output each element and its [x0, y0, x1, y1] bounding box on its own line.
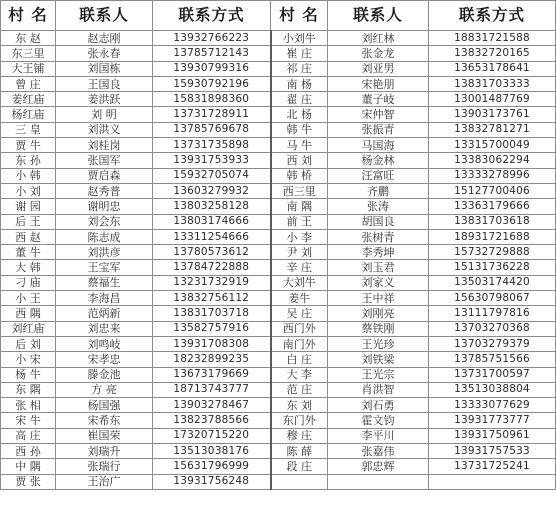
village-cell-right: 南门外	[271, 336, 328, 351]
table-row	[1, 168, 556, 183]
contact-cell-right: 张涛	[328, 199, 429, 214]
table-row	[1, 336, 556, 351]
contact-cell-left: 宋孝忠	[56, 352, 153, 367]
table-row	[1, 61, 556, 76]
table-row	[1, 306, 556, 321]
table-row	[1, 321, 556, 336]
village-cell-right	[271, 474, 328, 489]
header-contact-left: 联系人	[56, 1, 153, 31]
village-cell-left: 小 宋	[1, 352, 56, 367]
village-cell-left: 宋 牛	[1, 413, 56, 428]
village-cell-right: 穆 庄	[271, 428, 328, 443]
village-cell-right: 段 庄	[271, 459, 328, 474]
phone-cell-left: 13785769678	[153, 122, 271, 137]
contact-cell-right: 刘玉君	[328, 260, 429, 275]
phone-cell-right: 13315700049	[429, 138, 556, 153]
contact-cell-left: 刘洪义	[56, 122, 153, 137]
phone-cell-left: 13930799316	[153, 61, 271, 76]
contact-cell-left: 张瑞行	[56, 459, 153, 474]
contact-cell-left: 滕金池	[56, 367, 153, 382]
phone-cell-left: 13932766223	[153, 31, 271, 46]
phone-cell-left: 13931708308	[153, 336, 271, 351]
village-cell-left: 三 皇	[1, 122, 56, 137]
table-row	[1, 76, 556, 91]
phone-cell-left: 13780573612	[153, 245, 271, 260]
contact-cell-left: 刘国栋	[56, 61, 153, 76]
phone-cell-right: 13703279379	[429, 336, 556, 351]
header-phone-left: 联系方式	[153, 1, 271, 31]
village-cell-left: 东 赵	[1, 31, 56, 46]
table-row	[1, 413, 556, 428]
contact-cell-right: 王光宗	[328, 367, 429, 382]
phone-cell-right: 13333077629	[429, 398, 556, 413]
village-cell-left: 东 隅	[1, 382, 56, 397]
contact-cell-left: 刘会东	[56, 214, 153, 229]
phone-cell-right: 13785751566	[429, 352, 556, 367]
phone-cell-right: 13831703333	[429, 76, 556, 91]
contact-cell-right: 刘家义	[328, 275, 429, 290]
table-row	[1, 214, 556, 229]
contact-cell-right: 李秀坤	[328, 245, 429, 260]
village-cell-left: 后 刘	[1, 336, 56, 351]
table-row	[1, 245, 556, 260]
phone-cell-left: 13231732919	[153, 275, 271, 290]
table-row	[1, 183, 556, 198]
contact-cell-right: 汪富旺	[328, 168, 429, 183]
phone-cell-right: 13703270368	[429, 321, 556, 336]
contact-cell-left: 贾启森	[56, 168, 153, 183]
village-cell-left: 小 王	[1, 291, 56, 306]
village-cell-right: 小 李	[271, 229, 328, 244]
contact-cell-left: 王治广	[56, 474, 153, 489]
village-cell-left: 东三里	[1, 46, 56, 61]
contact-cell-right: 张树青	[328, 229, 429, 244]
phone-cell-right: 13001487769	[429, 92, 556, 107]
phone-cell-left: 15631796999	[153, 459, 271, 474]
table-row	[1, 92, 556, 107]
village-cell-right: 北 杨	[271, 107, 328, 122]
phone-cell-right: 13513038804	[429, 382, 556, 397]
contact-cell-right: 肖洪智	[328, 382, 429, 397]
village-cell-right: 范 庄	[271, 382, 328, 397]
phone-cell-left: 13803258128	[153, 199, 271, 214]
contact-cell-right: 马国海	[328, 138, 429, 153]
contact-cell-left: 刘瑞升	[56, 444, 153, 459]
village-cell-right: 东门外	[271, 413, 328, 428]
table-row	[1, 474, 556, 489]
phone-cell-left: 18232899235	[153, 352, 271, 367]
contact-cell-left: 崔国荣	[56, 428, 153, 443]
village-cell-left: 董 牛	[1, 245, 56, 260]
contact-cell-left: 王宝军	[56, 260, 153, 275]
village-cell-right: 西门外	[271, 321, 328, 336]
phone-cell-right: 18831721588	[429, 31, 556, 46]
contact-cell-left: 李海昌	[56, 291, 153, 306]
contact-cell-right: 齐鹏	[328, 183, 429, 198]
contact-cell-left: 蔡福生	[56, 275, 153, 290]
phone-cell-left: 13931753933	[153, 153, 271, 168]
contact-cell-right: 王光珍	[328, 336, 429, 351]
contact-cell-left: 刘桂岗	[56, 138, 153, 153]
phone-cell-left: 13731728911	[153, 107, 271, 122]
phone-cell-right: 15732729888	[429, 245, 556, 260]
village-cell-right: 辛 庄	[271, 260, 328, 275]
village-cell-left: 贾 牛	[1, 138, 56, 153]
village-cell-left: 谢 园	[1, 199, 56, 214]
contact-cell-left: 刘鸣岐	[56, 336, 153, 351]
contact-cell-left: 刘忠来	[56, 321, 153, 336]
contact-cell-right: 霍文钧	[328, 413, 429, 428]
village-cell-right: 大刘牛	[271, 275, 328, 290]
contact-cell-right: 李平川	[328, 428, 429, 443]
phone-cell-right: 13503174420	[429, 275, 556, 290]
contact-cell-right: 杨金林	[328, 153, 429, 168]
phone-cell-right: 15131736228	[429, 260, 556, 275]
table-row	[1, 398, 556, 413]
village-cell-left: 张 相	[1, 398, 56, 413]
table-row	[1, 444, 556, 459]
table-row	[1, 107, 556, 122]
contact-cell-right: 宋仲智	[328, 107, 429, 122]
phone-cell-right: 13903173761	[429, 107, 556, 122]
phone-cell-left: 13603279932	[153, 183, 271, 198]
contact-cell-right: 张嘉伟	[328, 444, 429, 459]
village-cell-right: 前 王	[271, 214, 328, 229]
table-row	[1, 138, 556, 153]
phone-cell-left: 13311254666	[153, 229, 271, 244]
contact-cell-right: 刘刚亮	[328, 306, 429, 321]
phone-cell-left: 13831703718	[153, 306, 271, 321]
village-cell-right: 祁 庄	[271, 61, 328, 76]
contact-cell-left: 刘 明	[56, 107, 153, 122]
table-row	[1, 199, 556, 214]
phone-cell-left: 18713743777	[153, 382, 271, 397]
village-cell-left: 刘红庙	[1, 321, 56, 336]
village-cell-right: 姜牛	[271, 291, 328, 306]
table-row	[1, 46, 556, 61]
table-row	[1, 459, 556, 474]
contact-cell-left: 赵志刚	[56, 31, 153, 46]
contact-cell-left: 方 亮	[56, 382, 153, 397]
village-cell-left: 大 韩	[1, 260, 56, 275]
header-row	[1, 1, 556, 31]
contact-cell-right: 郭忠辉	[328, 459, 429, 474]
contact-cell-right: 刘亚男	[328, 61, 429, 76]
table-row	[1, 260, 556, 275]
village-cell-left: 刁 庙	[1, 275, 56, 290]
phone-cell-left: 13785712143	[153, 46, 271, 61]
phone-cell-left: 13823788566	[153, 413, 271, 428]
village-cell-right: 白 庄	[271, 352, 328, 367]
contact-cell-left: 姜洪跃	[56, 92, 153, 107]
contact-cell-right: 胡国良	[328, 214, 429, 229]
contact-cell-right: 张振青	[328, 122, 429, 137]
contact-cell-right: 刘红林	[328, 31, 429, 46]
phone-cell-left: 13731735898	[153, 138, 271, 153]
contact-cell-left: 张永春	[56, 46, 153, 61]
phone-cell-right: 13333278996	[429, 168, 556, 183]
village-cell-left: 中 隅	[1, 459, 56, 474]
contact-cell-right: 董子岐	[328, 92, 429, 107]
village-cell-left: 杨红庙	[1, 107, 56, 122]
table-row	[1, 352, 556, 367]
contact-cell-left: 谢明忠	[56, 199, 153, 214]
table-row	[1, 153, 556, 168]
contact-cell-left: 赵秀普	[56, 183, 153, 198]
village-cell-left: 东 孙	[1, 153, 56, 168]
contact-cell-left: 宋希东	[56, 413, 153, 428]
phone-cell-right: 13931750961	[429, 428, 556, 443]
village-cell-right: 韩 牛	[271, 122, 328, 137]
village-cell-left: 杨 牛	[1, 367, 56, 382]
header-village-right: 村 名	[271, 1, 328, 31]
village-cell-right: 马 牛	[271, 138, 328, 153]
table-row	[1, 367, 556, 382]
phone-cell-right: 13731700597	[429, 367, 556, 382]
phone-cell-right: 13832720165	[429, 46, 556, 61]
village-cell-right: 吴 庄	[271, 306, 328, 321]
phone-cell-left: 15932705074	[153, 168, 271, 183]
phone-cell-right: 13111797816	[429, 306, 556, 321]
contact-cell-left: 杨国强	[56, 398, 153, 413]
contact-cell-left: 陈志成	[56, 229, 153, 244]
village-cell-right: 韩 桥	[271, 168, 328, 183]
village-cell-left: 西 赵	[1, 229, 56, 244]
table-row	[1, 428, 556, 443]
contact-cell-right: 王中祥	[328, 291, 429, 306]
phone-cell-right: 15630798067	[429, 291, 556, 306]
village-cell-left: 西 隅	[1, 306, 56, 321]
phone-cell-left: 13513038176	[153, 444, 271, 459]
header-village-left: 村 名	[1, 1, 56, 31]
phone-cell-left: 15930792196	[153, 76, 271, 91]
village-cell-right: 小刘牛	[271, 31, 328, 46]
phone-cell-right: 13931757533	[429, 444, 556, 459]
phone-cell-left: 13931756248	[153, 474, 271, 489]
table-row	[1, 229, 556, 244]
phone-cell-left: 17320715220	[153, 428, 271, 443]
village-cell-right: 西三里	[271, 183, 328, 198]
village-cell-right: 大 李	[271, 367, 328, 382]
village-cell-left: 姜红庙	[1, 92, 56, 107]
phone-cell-right: 13831703618	[429, 214, 556, 229]
contact-cell-right: 宋艳朋	[328, 76, 429, 91]
village-cell-left: 高 庄	[1, 428, 56, 443]
village-cell-left: 小 刘	[1, 183, 56, 198]
village-cell-left: 曾 庄	[1, 76, 56, 91]
phone-cell-right: 13731725241	[429, 459, 556, 474]
phone-cell-right: 13363179666	[429, 199, 556, 214]
phone-cell-left: 13803174666	[153, 214, 271, 229]
contact-cell-left: 张国军	[56, 153, 153, 168]
contact-cell-left: 刘洪彦	[56, 245, 153, 260]
phone-cell-left: 13673179669	[153, 367, 271, 382]
phone-cell-left: 15831898360	[153, 92, 271, 107]
village-cell-right: 西 刘	[271, 153, 328, 168]
contact-cell-right: 蔡铁刚	[328, 321, 429, 336]
table-row	[1, 122, 556, 137]
table-row	[1, 291, 556, 306]
village-cell-left: 西 孙	[1, 444, 56, 459]
phone-cell-left: 13903278467	[153, 398, 271, 413]
table-row	[1, 31, 556, 46]
phone-cell-right: 13832781271	[429, 122, 556, 137]
village-cell-right: 尹 刘	[271, 245, 328, 260]
village-cell-right: 南 隅	[271, 199, 328, 214]
phone-cell-left: 13784722888	[153, 260, 271, 275]
contact-cell-left: 范炳新	[56, 306, 153, 321]
village-cell-left: 大王铺	[1, 61, 56, 76]
phone-cell-right: 18931721688	[429, 229, 556, 244]
phone-cell-left: 13832756112	[153, 291, 271, 306]
village-cell-left: 贾 张	[1, 474, 56, 489]
phone-cell-left: 13582757916	[153, 321, 271, 336]
header-contact-right: 联系人	[328, 1, 429, 31]
village-cell-right: 崔 庄	[271, 46, 328, 61]
contact-cell-left: 王国良	[56, 76, 153, 91]
phone-cell-right: 13653178641	[429, 61, 556, 76]
table-row	[1, 382, 556, 397]
table-row	[1, 275, 556, 290]
contact-cell-right: 张金龙	[328, 46, 429, 61]
village-cell-right: 南 杨	[271, 76, 328, 91]
village-cell-right: 翟 庄	[271, 92, 328, 107]
phone-cell-right: 13383062294	[429, 153, 556, 168]
header-phone-right: 联系方式	[429, 1, 556, 31]
village-cell-left: 小 韩	[1, 168, 56, 183]
contact-cell-right	[328, 474, 429, 489]
contact-cell-right: 刘铁梁	[328, 352, 429, 367]
village-cell-right: 陈 薛	[271, 444, 328, 459]
phone-cell-right	[429, 474, 556, 489]
phone-cell-right: 15127700406	[429, 183, 556, 198]
contact-cell-right: 刘石勇	[328, 398, 429, 413]
village-cell-right: 东 刘	[271, 398, 328, 413]
village-cell-left: 后 王	[1, 214, 56, 229]
phone-cell-right: 13931773777	[429, 413, 556, 428]
